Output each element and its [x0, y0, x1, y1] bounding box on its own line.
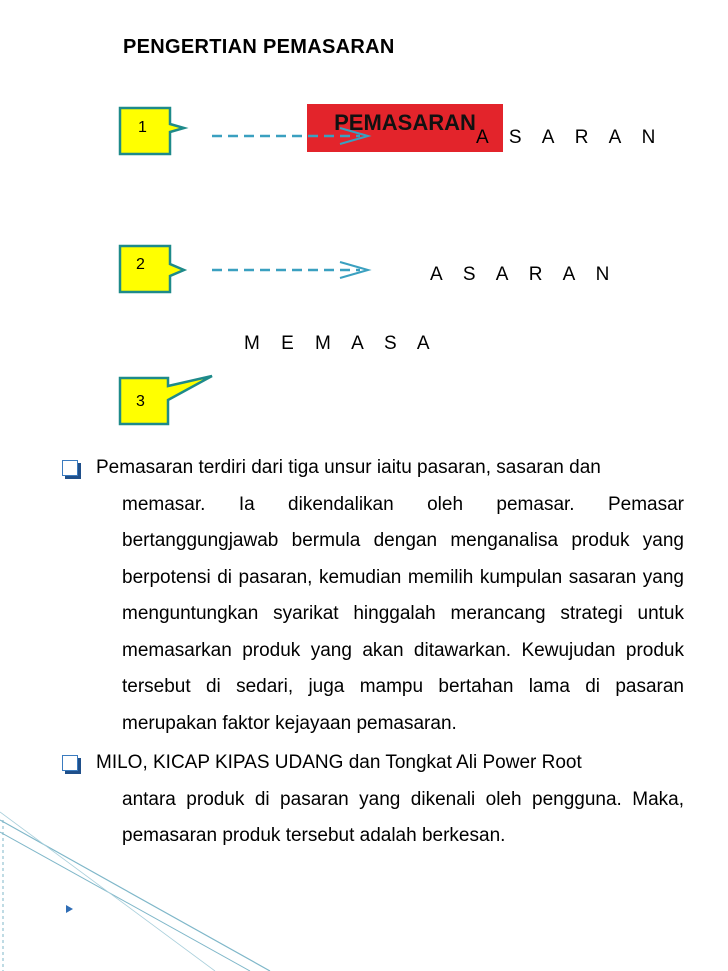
small-triangle-bullet-icon — [66, 905, 73, 913]
memasa-text: M E M A S A — [244, 333, 438, 354]
bullet-list — [62, 450, 684, 855]
square-bullet-icon — [62, 460, 78, 476]
bullet-2-body: antara produk di pasaran yang dikenali oleh pengguna. Maka, pemasaran produk tersebut adalah berkesan. — [122, 788, 684, 846]
bullet-item-1 — [62, 450, 684, 742]
bullet-1-first-line: Pemasaran terdiri dari tiga unsur iaitu pasaran, sasaran dan — [96, 457, 601, 478]
arrow-2 — [212, 262, 368, 278]
bullet-2-first-line: MILO, KICAP KIPAS UDANG dan Tongkat Ali Power Root — [96, 752, 582, 773]
asaran-mid-text: A S A R A N — [430, 264, 618, 285]
dashed-arrows — [0, 0, 728, 320]
page-title: PENGERTIAN PEMASARAN — [123, 36, 395, 58]
square-bullet-icon — [62, 755, 78, 771]
callout-3-shape — [120, 376, 212, 424]
asaran-top-text: A S A R A N — [476, 127, 664, 148]
pemasaran-label: PEMASARAN — [334, 110, 476, 135]
callout-2-label: 2 — [136, 256, 145, 273]
bullet-item-2 — [62, 745, 684, 855]
callout-3-label: 3 — [136, 393, 145, 410]
callout-1-label: 1 — [138, 119, 147, 136]
bullet-1-body: memasar. Ia dikendalikan oleh pemasar. Pemasar bertanggungjawab bermula dengan menganalisa produk yang berpotensi di pasaran, kemudian memilih kumpulan sasaran yang menguntungkan syarikat hinggalah merancang strategi untuk memasarkan produk yang akan ditawarkan. Kewujudan produk tersebut di sedari, juga mampu bertahan lama di pasaran merupakan faktor kejayaan pemasaran. — [122, 493, 684, 734]
arrow-1 — [212, 128, 368, 144]
